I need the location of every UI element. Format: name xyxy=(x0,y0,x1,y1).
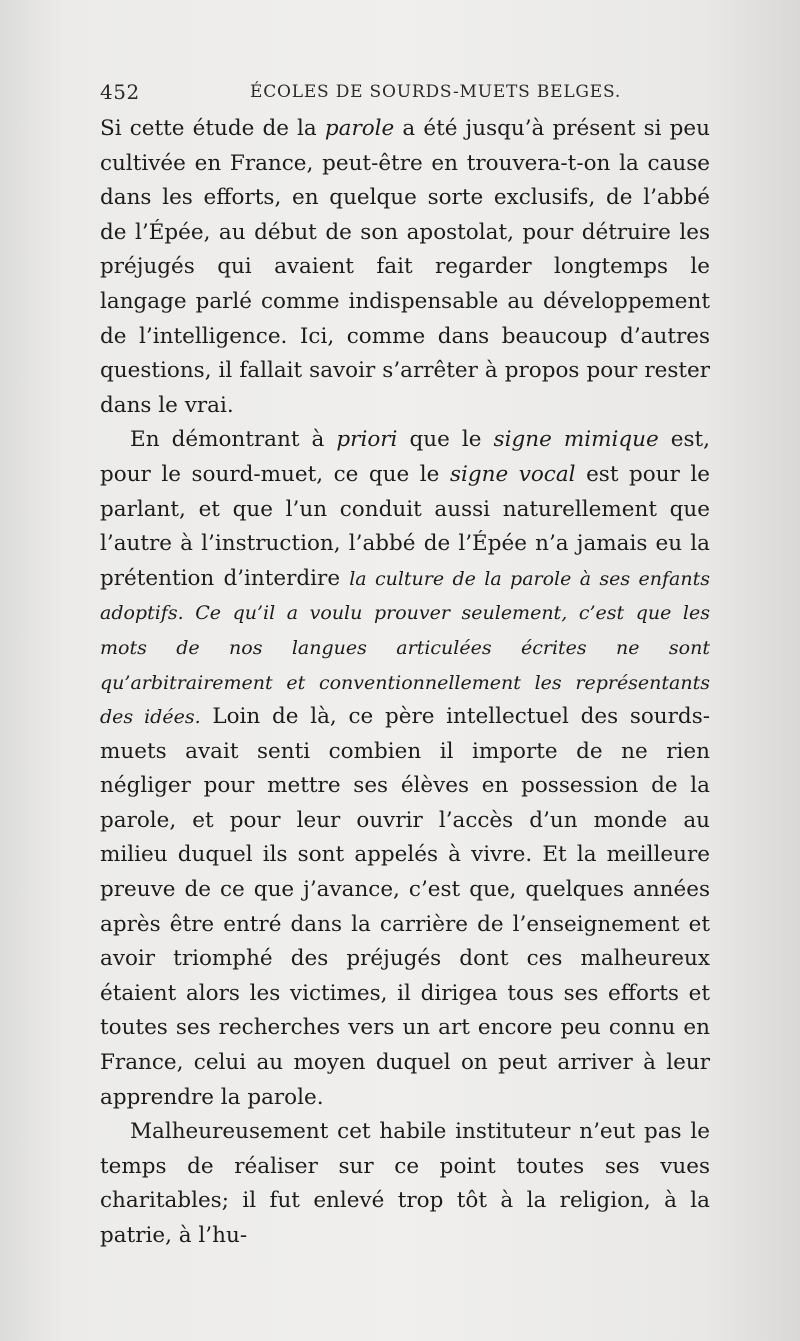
running-title: ÉCOLES DE SOURDS-MUETS BELGES. xyxy=(250,82,622,102)
paragraph-2 xyxy=(100,423,710,1115)
italic-text: signe mimique xyxy=(493,427,659,453)
paragraph-3 xyxy=(100,1115,710,1253)
text-segment: Malheureusement cet habile instituteur n’eut pas le temps de réaliser sur ce point toutes ses vues charitables; il fut enlevé trop tôt à la religion, à la patrie, à l’hu- xyxy=(100,1119,710,1248)
page-number: 452 xyxy=(100,80,140,104)
text-segment: a été jusqu’à présent si peu cultivée en France, peut-être en trouvera-t-on la cause dans les efforts, en quelque sorte exclusifs, de l’abbé de l’Épée, au début de son apostolat, pour détruire les préjugés qui avaient fait regarder longtemps le langage parlé comme indispensable au développement de l’intelligence. Ici, comme dans beaucoup d’autres questions, il fallait savoir s’arrêter à propos pour rester dans le vrai. xyxy=(100,116,710,418)
text-segment: est pour le parlant, et que l’un conduit aussi naturellement que l’autre à l’instruction, l’abbé de l’Épée n’a jamais eu la prétention d’interdire xyxy=(100,461,710,591)
page-header xyxy=(100,78,710,110)
italic-text: signe vocal xyxy=(449,461,576,487)
text-segment: En démontrant à xyxy=(130,427,337,453)
text-segment: que le xyxy=(397,427,494,453)
italic-text: priori xyxy=(336,427,398,453)
text-segment: est, pour le sourd-muet, ce que le xyxy=(100,427,711,487)
italic-text: parole xyxy=(324,116,395,141)
text-segment: Si cette étude de la xyxy=(100,116,325,141)
paragraph-1 xyxy=(100,112,710,423)
text-segment: Loin de là, ce père intellectuel des sourds-muets avait senti combien il importe de ne rien négliger pour mettre ses élèves en possession de la parole, et pour leur ouvrir l’accès d’un monde au milieu duquel ils sont appelés à vivre. Et la meilleure preuve de ce que j’avance, c’est que, quelques années après être entré dans la carrière de l’enseignement et avoir triomphé des préjugés dont ces malheureux étaient alors les victimes, il dirigea tous ses efforts et toutes ses recherches vers un art encore peu connu en France, celui au moyen duquel on peut arriver à leur apprendre la parole. xyxy=(100,704,710,1110)
italic-text: la culture de la parole à ses enfants adoptifs. Ce qu’il a voulu prouver seulement, c’est que les mots de nos langues articulées écrites ne sont qu’arbitrairement et conventionnellement les représentants des idées. xyxy=(100,567,710,729)
body-text xyxy=(100,112,710,1254)
